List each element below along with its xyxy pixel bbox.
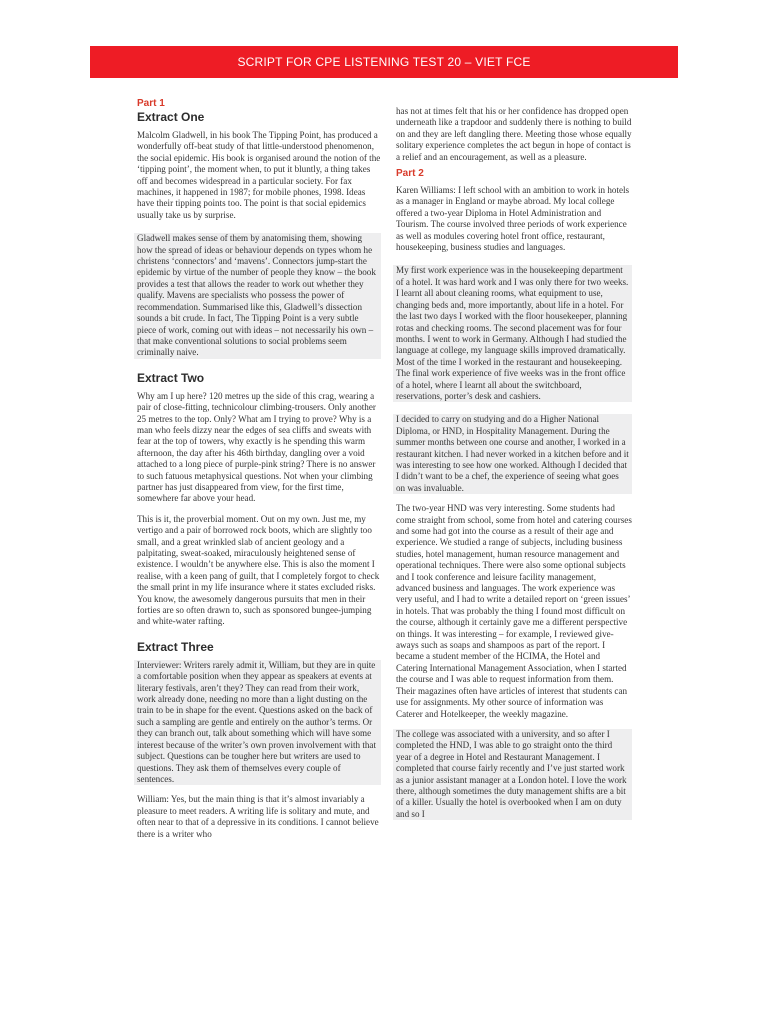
extract-one-heading: Extract One (137, 110, 205, 124)
part-2-paragraph-1: Karen Williams: I left school with an ambition to work in hotels as a manager in England or maybe abroad. My local college offered a two-year Diploma in Hotel Administration and Tourism. The course involved three periods of work experience as well as modules covering hotel front office, restaurant, housekeeping, business studies and languages. (396, 185, 630, 253)
extract-three-heading: Extract Three (137, 639, 214, 654)
extract-two-paragraph-1: Why am I up here? 120 metres up the side of this crag, wearing a pair of close-fitting, technicolour climbing-trousers. Only another 25 metres to the top. Only? What am I trying to prove? Why is a man who feels dizzy near the edges of sea cliffs and sweats with fear at the top of towers, why exactly is he spending this warm afternoon, the day after his 46th birthday, dangling over a void attached to a long piece of purple-pink string? There is no answer to such fatuous metaphysical questions. Not when your climbing partner has just disappeared from view, for the first time, somewhere far above your head. (137, 390, 376, 504)
extract-three-paragraph-1: Interviewer: Writers rarely admit it, William, but they are in quite a comfortable position when they appear as speakers at events at literary festivals, aren’t they? They can read from their work, work already done, needing no more than a light dusting on the train to be in shape for the event. Questions asked on the back of such a sampling are gentle and entirely on the author’s terms. Or they can branch out, talk about something which will have some interest because of the writer’s own proven involvement with that subject. Questions can be tougher here but writers are used to questions. They ask them of themselves every couple of sentences. (134, 660, 381, 785)
part-2-paragraph-3: I decided to carry on studying and do a Higher National Diploma, or HND, in Hospitality Management. During the summer months between one course and another, I worked in a restaurant kitchen. I had never worked in a kitchen before and it was interesting to see how one worked. Although I decided that I didn’t want to be a chef, the experience of seeing what goes on was invaluable. (393, 414, 632, 494)
extract-two-paragraph-2: This is it, the proverbial moment. Out on my own. Just me, my vertigo and a pair of borrowed rock boots, which are slightly too small, and a great wrinkled slab of ancient geology and a palpitating, sweat-soaked, miraculously heightened sense of existence. I wouldn’t be anywhere else. This is also the moment I realise, with a keen pang of guilt, that I completely forgot to check the small print in my life insurance where it states excluded risks. You know, the awesomely dangerous pursuits that men in their forties are so often drawn to, such as sponsored bungee-jumping and white-water rafting. (137, 513, 380, 627)
right-column (396, 106, 632, 820)
extract-two-heading: Extract Two (137, 370, 205, 385)
part-2-paragraph-4: The two-year HND was very interesting. Some students had come straight from school, some from hotel and catering courses and some had got into the course as a result of their age and experience. We studied a range of subjects, including business studies, hotel management, human resource management and operational techniques. There were also some optional subjects and I took conference and leisure facility management, advanced business and languages. The work experience was very useful, and I had to write a detailed report on ‘green issues’ in hotels. That was probably the thing I found most difficult on the course, although it certainly gave me a different perspective on things. It was interesting – for example, I reviewed give-aways such as soaps and shampoos as part of the report. I became a student member of the HCIMA, the Hotel and Catering International Management Association, when I started the course and I was able to request information from them. Their magazines often have articles of interest that students can use for assignments. My other source of information was Caterer and Hotelkeeper, the weekly magazine. (396, 503, 632, 719)
part-1-label: Part 1 (137, 98, 165, 109)
part-2-label: Part 2 (396, 168, 424, 180)
extract-three-paragraph-2: William: Yes, but the main thing is that it’s almost invariably a pleasure to meet readers. A writing life is solitary and mute, and often near to that of a depressive in its conditions. I cannot believe there is a writer who (137, 794, 379, 839)
part-2-paragraph-2: My first work experience was in the housekeeping department of a hotel. It was hard work and I was only there for two weeks. I learnt all about cleaning rooms, what equipment to use, changing beds and, more importantly, about life in a hotel. For the last two days I worked with the floor housekeeper, planning rotas and checking rooms. The second placement was for four months. I went to work in Germany. Although I had studied the language at college, my language skills improved dramatically. Most of the time I worked in the restaurant and housekeeping. The final work experience of five weeks was in the front office of a hotel, where I learnt all about the switchboard, reservations, porter’s desk and cashiers. (393, 265, 632, 402)
left-column (137, 98, 381, 840)
page-title-banner: SCRIPT FOR CPE LISTENING TEST 20 – VIET FCE (90, 46, 678, 78)
extract-one-paragraph-1: Malcolm Gladwell, in his book The Tipping Point, has produced a wonderfully off-beat study of that little-understood phenomenon, the social epidemic. His book is organised around the notion of the ‘tipping point’, the moment when, to put it bluntly, a thing takes off and becomes widespread in a particular society. For fax machines, it happened in 1987; for mobile phones, 1998. Ideas have their tipping points too. The point is that social epidemics usually take us by surprise. (137, 130, 381, 220)
extract-three-continuation: has not at times felt that his or her confidence has dropped open underneath like a trapdoor and suddenly there is nothing to build on and they are left dangling there. Meeting those whose equally solitary experience completes the act begun in hope of contact is a relief and an encouragement, as well as a pleasure. (396, 106, 632, 162)
extract-one-paragraph-2: Gladwell makes sense of them by anatomising them, showing how the spread of ideas or behaviour depends on types whom he christens ‘connectors’ and ‘mavens’. Connectors jump-start the epidemic by virtue of the number of people they know – the book provides a test that allows the reader to work out whether they qualify. Mavens are specialists who possess the power of recommendation. Summarised like this, Gladwell’s dissection sounds a bit crude. In fact, The Tipping Point is a very subtle piece of work, coming out with ideas – not necessarily his own – that make conventional solutions to social problems seem criminally naive. (134, 233, 381, 358)
part-2-paragraph-5: The college was associated with a university, and so after I completed the HND, I was able to go straight onto the third year of a degree in Hotel and Restaurant Management. I completed that course fairly recently and I’ve just started work as a junior assistant manager at a London hotel. I love the work there, although sometimes the duty management shifts are a bit of a killer. Usually the hotel is overbooked when I am on duty and so I (393, 729, 632, 820)
